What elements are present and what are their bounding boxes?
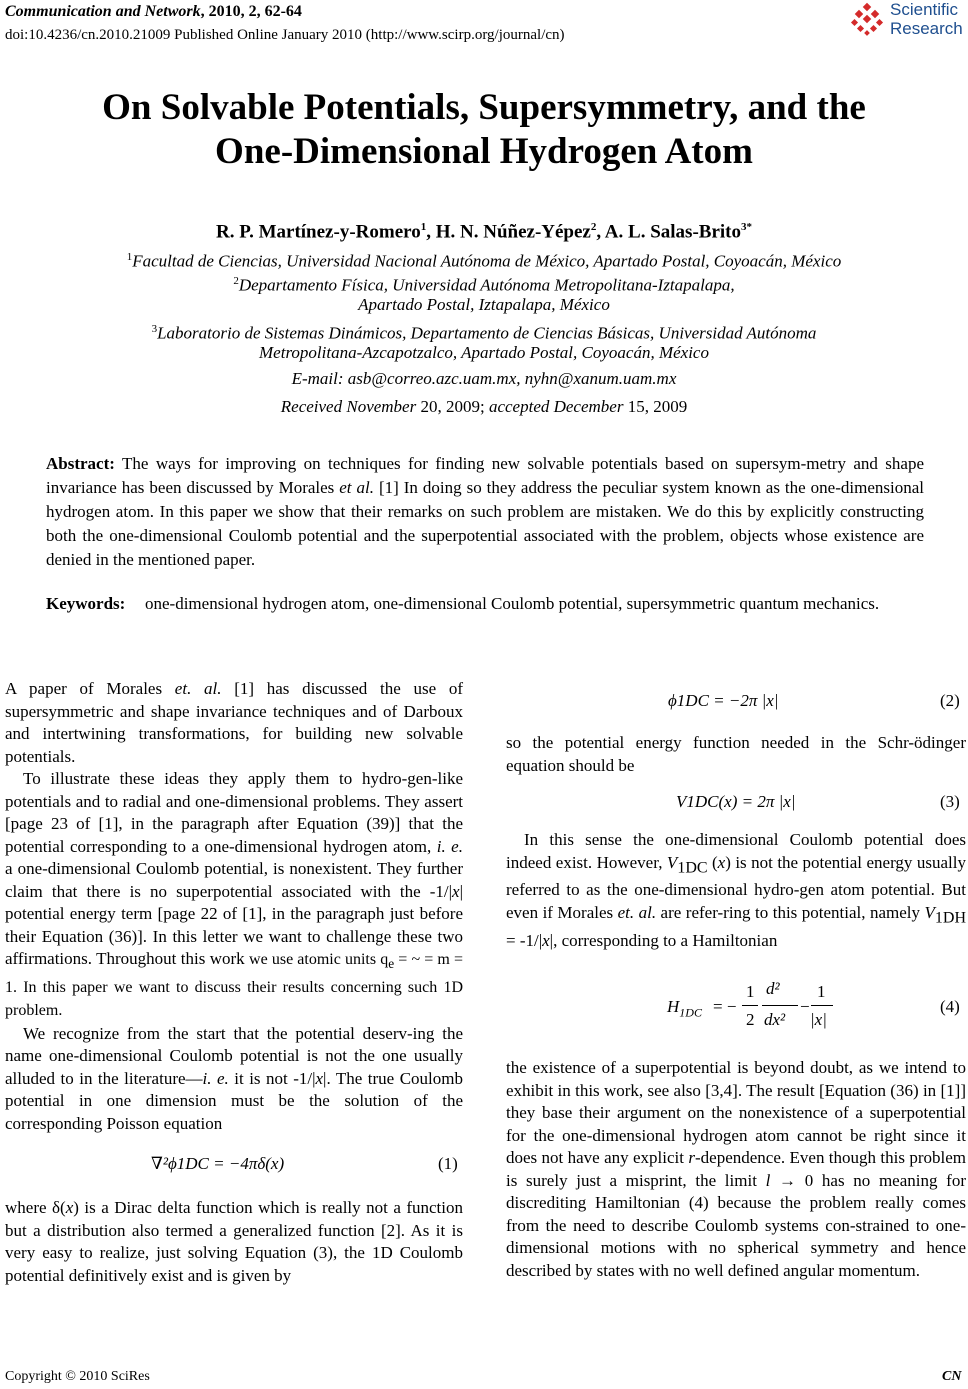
text-run: = -1/| bbox=[506, 930, 543, 950]
text-run: we use atomic units q bbox=[249, 951, 389, 968]
text-run: the existence of a superpotential is beyond doubt, as we intend to exhibit in this work, see also [3,4]. The result [Equation (36) in [1]] they base their argument on the nonexistence of a superpotential for the one-dimensional hydrogen atom cannot be right since it does not have any explicit bbox=[506, 1058, 966, 1167]
eq4-den-2: 2 bbox=[746, 1010, 755, 1029]
subscript: 1DC bbox=[677, 858, 708, 876]
publisher-logo bbox=[850, 0, 968, 44]
affiliation-1-mark: 1 bbox=[126, 251, 133, 263]
subscript: 1DH bbox=[934, 909, 966, 927]
abstract-label: Abstract: bbox=[46, 454, 115, 473]
left-paragraph-4 bbox=[5, 1197, 463, 1287]
footer-journal-abbrev: CN bbox=[942, 1369, 962, 1384]
logo-line-2: Research bbox=[890, 19, 963, 38]
eq4-num-1: 1 bbox=[746, 982, 755, 1001]
eq4-fraction-bar-3 bbox=[811, 1005, 833, 1006]
equation-1-number: (1) bbox=[438, 1154, 458, 1174]
author-1: R. P. Martínez-y-Romero bbox=[216, 221, 421, 243]
left-paragraph-3 bbox=[5, 1023, 463, 1136]
publisher-logo-icon bbox=[850, 2, 886, 38]
equation-3-body: V1DC(x) = 2π |x| bbox=[676, 792, 796, 811]
text-run: We recognize from the start that the potential deserv-ing the name one-dimensional Coulomb potential is not the one usually alluded to in the literature— bbox=[5, 1023, 463, 1088]
equation-1 bbox=[5, 1135, 463, 1197]
eq4-subscript: 1DC bbox=[679, 1005, 702, 1020]
author-2: , H. N. Núñez-Yépez bbox=[426, 221, 591, 243]
affiliation-3-line-2: Metropolitana-Azcapotzalco, Apartado Postal, Coyoacán, México bbox=[259, 343, 709, 362]
text-run: | potential energy term [page 22 of [1], in the paragraph just before their Equation (36)]. In this letter we want to challenge these two affirmations. Throughout this work bbox=[5, 881, 463, 968]
text-run: ( bbox=[707, 852, 718, 872]
affiliation-2-line-2: Apartado Postal, Iztapalapa, México bbox=[358, 295, 610, 314]
var-x: x bbox=[542, 930, 550, 950]
title-line-2: One-Dimensional Hydrogen Atom bbox=[215, 131, 753, 172]
affiliation-3-mark: 3 bbox=[151, 323, 158, 335]
text-run: → 0 has no meaning for discrediting Hamiltonian (4) because the problem really comes from the need to describe Coulomb systems con-strained to one-dimensional motions with no spherical symmetry and hence described by states with no well defined angular momentum. bbox=[506, 1170, 966, 1280]
journal-header bbox=[5, 2, 302, 22]
text-run: |, corresponding to a Hamiltonian bbox=[549, 930, 778, 950]
ie: i. e. bbox=[436, 836, 463, 856]
equation-2-number: (2) bbox=[940, 691, 960, 710]
doi-line: doi:10.4236/cn.2010.21009 Published Online January 2010 (http://www.scirp.org/journal/cn) bbox=[5, 27, 565, 43]
abstract-text-2: [1] In doing so they address the peculiar system known as the one-dimensional hydrogen atom. In this paper we show that their remarks on such problem are mistaken. We do this by explicitly constructing both the one-dimensional Coulomb potential and the superpotential associated with the problem, objects whose existence are denied in the mentioned paper. bbox=[46, 478, 924, 569]
eq4-minus: − bbox=[800, 997, 810, 1016]
author-email bbox=[0, 367, 968, 391]
equation-4-number: (4) bbox=[940, 997, 960, 1016]
right-paragraph-3 bbox=[506, 1057, 966, 1282]
var-x: x bbox=[717, 852, 726, 872]
eq4-fraction-bar-2 bbox=[762, 1005, 798, 1006]
text-run: ) is a Dirac delta function which is really not a function but a distribution also termed a generalized function [2]. As it is very easy to realize, just solving Equation (3), the 1D Coulomb potential definitively exist and is given by bbox=[5, 1198, 463, 1285]
keywords-text: one-dimensional hydrogen atom, one-dimensional Coulomb potential, supersymmetric quantum mechanics. bbox=[145, 594, 880, 613]
right-paragraph-2 bbox=[506, 829, 966, 952]
logo-line-1: Scientific bbox=[890, 0, 959, 19]
journal-name: Communication and Network bbox=[5, 3, 201, 20]
author-3-mark: 3* bbox=[740, 221, 752, 233]
affiliation-1-text: Facultad de Ciencias, Universidad Nacional Autónoma de México, Apartado Postal, Coyoacán, México bbox=[132, 251, 842, 271]
text-run: |. The true Coulomb potential in one dimension must be the solution of the corresponding Poisson equation bbox=[5, 1068, 463, 1133]
right-paragraph-1: so the potential energy function needed in the Schr-ödinger equation should be bbox=[506, 733, 966, 775]
text-run: where δ( bbox=[5, 1198, 66, 1218]
footer-copyright: Copyright © 2010 SciRes bbox=[5, 1369, 150, 1384]
left-column bbox=[5, 678, 463, 1287]
eq4-H bbox=[667, 995, 702, 1024]
abstract bbox=[46, 452, 924, 572]
text-run: a one-dimensional Coulomb potential, is nonexistent. They further claim that there is no superpotential associated with the -1/| bbox=[5, 859, 463, 901]
equation-1-body: ∇²ϕ1DC = −4πδ(x) bbox=[151, 1154, 285, 1174]
eq4-fraction-bar-1 bbox=[742, 1005, 758, 1006]
subscript: e bbox=[388, 956, 395, 972]
left-paragraph-1 bbox=[5, 678, 463, 768]
abstract-text-1: The ways for improving on techniques for finding new solvable potentials based on supersym-metry and shape invariance has been discussed by Morales bbox=[46, 454, 924, 497]
text-run: A paper of Morales bbox=[5, 679, 175, 698]
var-x: x bbox=[65, 1198, 74, 1218]
var-x: x bbox=[452, 881, 460, 901]
affiliation-2-line-1: Departamento Física, Universidad Autónoma Metropolitana-Iztapalapa, bbox=[238, 275, 735, 295]
text-run: ) is not the potential energy usually referred to as the one-dimensional hydro-gen atom potential. But even if Morales bbox=[506, 852, 966, 922]
eq4-dx2: dx² bbox=[764, 1010, 786, 1029]
accepted-label: accepted December bbox=[488, 397, 624, 416]
eq4-absx: |x| bbox=[810, 1010, 827, 1029]
eq4-equals: = − bbox=[713, 997, 737, 1016]
publisher-logo-text bbox=[890, 0, 963, 38]
email-addresses: : asb@correo.azc.uam.mx, nyhn@xanum.uam.mx bbox=[337, 369, 677, 388]
affiliation-3-line-1: Laboratorio de Sistemas Dinámicos, Departamento de Ciencias Básicas, Universidad Autónoma bbox=[157, 323, 817, 343]
equation-3-number: (3) bbox=[940, 792, 960, 811]
text-run: In this sense the one-dimensional Coulomb potential does indeed exist. However, bbox=[506, 830, 966, 872]
etal: et. al. bbox=[174, 679, 222, 698]
text-run: To illustrate these ideas they apply them to hydro-gen-like potentials and to radial and one-dimensional problems. They assert [page 23 of [1], in the paragraph after Equation (39)] that the potential corresponding to a one-dimensional hydrogen atom, bbox=[5, 769, 463, 856]
abstract-etal: et al. bbox=[339, 478, 374, 497]
left-paragraph-2 bbox=[5, 768, 463, 1023]
affiliation-2-mark: 2 bbox=[233, 275, 239, 287]
keywords-label: Keywords: bbox=[46, 594, 126, 613]
text-run: it is not -1/| bbox=[228, 1068, 316, 1088]
equation-2-body: ϕ1DC = −2π |x| bbox=[668, 691, 779, 710]
author-2-mark: 2 bbox=[590, 221, 597, 233]
journal-volume: , 2010, 2, 62-64 bbox=[200, 3, 302, 20]
etal: et. al. bbox=[617, 902, 657, 922]
paper-title bbox=[0, 86, 968, 174]
var-r: r bbox=[688, 1148, 695, 1167]
eq4-d2: d² bbox=[766, 979, 780, 998]
text-run: are refer-ring to this potential, namely bbox=[656, 902, 925, 922]
received-label: Received November bbox=[280, 397, 417, 416]
text-run: [1] has discussed the use of supersymmetric and shape invariance techniques and of Darboux and intertwining transformations, for building new solvable potentials. bbox=[5, 679, 463, 766]
title-line-1: On Solvable Potentials, Supersymmetry, and the bbox=[102, 87, 866, 128]
text-run: = ~ = m = 1. In this paper we want to discuss their results concerning such 1D problem. bbox=[5, 951, 464, 1020]
var-V: V bbox=[924, 902, 935, 922]
author-3: , A. L. Salas-Brito bbox=[596, 221, 741, 243]
ie: i. e. bbox=[202, 1068, 229, 1088]
var-l: l bbox=[765, 1170, 771, 1190]
author-list bbox=[0, 214, 968, 245]
accepted-date: 15, 2009 bbox=[623, 397, 688, 416]
eq4-H-letter: H bbox=[667, 997, 680, 1016]
author-1-mark: 1 bbox=[420, 221, 427, 233]
var-x: x bbox=[315, 1068, 324, 1088]
var-V: V bbox=[666, 852, 678, 872]
received-date: 20, 2009; bbox=[416, 397, 489, 416]
eq4-num-one: 1 bbox=[817, 982, 826, 1001]
received-dates bbox=[0, 395, 968, 419]
email-label: E-mail bbox=[291, 369, 338, 388]
text-run: -dependence. Even though this problem is surely just a misprint, the limit bbox=[506, 1148, 966, 1190]
